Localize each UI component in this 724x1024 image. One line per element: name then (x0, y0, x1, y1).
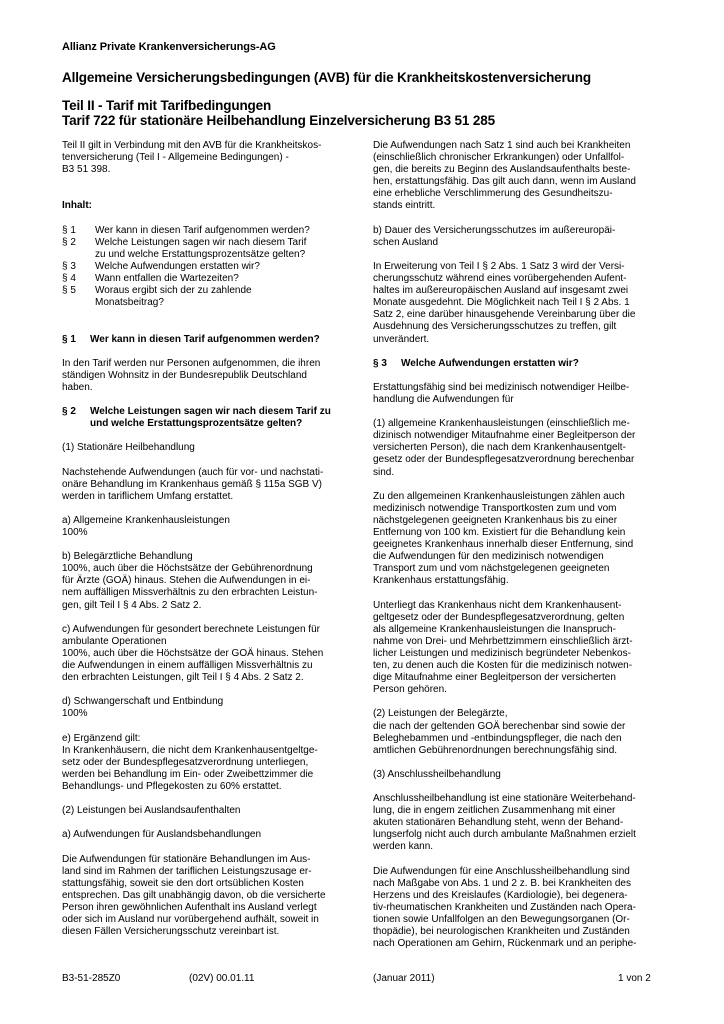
item-b: b) Belegärztliche Behandlung 100%, auch über die Höchstsätze der Gebührenordnung für Ärzte (GOÄ) hinaus. Stehen die Aufwendungen in ei- nem auffälligen Missverhältnis zu den erbrachten Leistun- gen, gilt Teil I § 4 Abs. 2 Satz 2. (62, 551, 318, 611)
toc-item-cont: zu und welche Erstattungsprozentsätze gelten? (95, 248, 306, 260)
paragraph: (1) allgemeine Krankenhausleistungen (einschließlich me- dizinisch notwendiger Mitaufnahme einer Begleitperson der versicherten Person), die nach dem Krankenhausentgelt- gesetz oder der Bundespflegesatzverordnung berechenbar sind. (373, 418, 636, 478)
toc-item: § 5 Woraus ergibt sich der zu zahlende (62, 285, 252, 297)
section-2-heading-cont: und welche Erstattungsprozentsätze gelten? (90, 418, 303, 430)
subtitle-tariff: Tarif 722 für stationäre Heilbehandlung Einzelversicherung B3 51 285 (62, 113, 495, 128)
toc-item: § 2 Welche Leistungen sagen wir nach diesem Tarif (62, 236, 307, 248)
paragraph-heading: a) Aufwendungen für Auslandsbehandlungen (62, 829, 262, 841)
toc-item: § 1 Wer kann in diesen Tarif aufgenommen werden? (62, 224, 310, 236)
paragraph-heading: (2) Leistungen bei Auslandsaufenthalten (62, 805, 241, 817)
text-line: tenversicherung (Teil I - Allgemeine Bedingungen) - (62, 152, 289, 164)
paragraph: Anschlussheilbehandlung ist eine stationäre Weiterbehand- lung, die in engem zeitlichen Zusammenhang mit einer akuten stationären Behandlung steht, wenn der Behand- lungserfolg nicht auch durch ambulante Maßnahmen erzielt werden kann. (373, 793, 636, 853)
paragraph: Erstattungsfähig sind bei medizinisch notwendiger Heilbe- handlung die Aufwendungen für (373, 381, 630, 405)
text-line: Teil II gilt in Verbindung mit den AVB für die Krankheitskos- (62, 140, 322, 151)
paragraph-heading: b) Dauer des Versicherungsschutzes im außereuropäi- schen Ausland (373, 224, 616, 248)
item-d: d) Schwangerschaft und Entbindung 100% (62, 696, 224, 720)
item-a: a) Allgemeine Krankenhausleistungen 100% (62, 514, 230, 538)
toc-heading: Inhalt: (62, 200, 92, 212)
footer-code: B3-51-285Z0 (62, 973, 121, 984)
paragraph: Zu den allgemeinen Krankenhausleistungen zählen auch medizinisch notwendige Transportkosten zum und vom nächstgelegenen geeigneten Krankenhaus bis zu einer Entfernung von 100 km. Existiert für die Behandlung kein geeignetes Krankenhaus innerhalb dieser Entfernung, sind die Aufwendungen für den medizinisch notwendigen Transport zum und vom nächstgelegenen geeigneten Krankenhaus erstattungsfähig. (373, 490, 634, 587)
section-3-heading: § 3 Welche Aufwendungen erstatten wir? (373, 357, 579, 369)
section-2-heading: § 2 Welche Leistungen sagen wir nach diesem Tarif zu (62, 406, 331, 418)
footer-version: (02V) 00.01.11 (189, 973, 255, 984)
left-column (62, 140, 356, 938)
section-1-heading: § 1 Wer kann in diesen Tarif aufgenommen werden? (62, 333, 320, 345)
toc-item: § 3 Welche Aufwendungen erstatten wir? (62, 260, 260, 272)
toc-item-cont: Monatsbeitrag? (95, 297, 164, 309)
right-column (373, 140, 667, 950)
item-c: c) Aufwendungen für gesondert berechnete Leistungen für ambulante Operationen 100%, auch über die Höchstsätze der GOÄ hinaus. Stehen die Aufwendungen in einem auffälligen Missverhältnis zu den erbrachten Leistungen, gilt Teil I § 4 Abs. 2 Satz 2. (62, 623, 324, 684)
paragraph: In Erweiterung von Teil I § 2 Abs. 1 Satz 3 wird der Versi- cherungsschutz während eines vorübergehenden Aufent- haltes im außereuropäischen Ausland auf insgesamt zwei Monate ausgedehnt. Die Möglichkeit nach Teil I § 2 Abs. 1 Satz 2, eine darüber hinausgehende Vereinbarung über die Ausdehnung des Versicherungsschutzes zu treffen, gilt unverändert. (373, 260, 636, 345)
intro-paragraph (62, 140, 356, 176)
item-e: e) Ergänzend gilt: In Krankenhäusern, die nicht dem Krankenhausentgeltge- setz oder der Bundespflegesatzverordnung unterliegen, werden bei Behandlung im Ein- oder Zweibettzimmer die Behandlungs- und Pflegekosten zu 60% erstattet. (62, 732, 318, 792)
toc-item: § 4 Wann entfallen die Wartezeiten? (62, 273, 239, 285)
paragraph: Die Aufwendungen für stationäre Behandlungen im Aus- land sind im Rahmen der tariflichen Leistungszusage er- stattungsfähig, soweit sie den dort ortsüblichen Kosten entsprechen. Das gilt unabhängig davon, ob die versicherte Person ihren gewöhnlichen Aufenthalt ins Ausland verlegt oder sich im Ausland nur vorübergehend aufhält, soweit in diesen Fällen Versicherungsschutz vereinbart ist. (62, 853, 326, 938)
table-of-contents (62, 225, 356, 310)
company-name: Allianz Private Krankenversicherungs-AG (62, 41, 276, 53)
paragraph: Nachstehende Aufwendungen (auch für vor- und nachstati- onäre Behandlung im Krankenhaus gemäß § 115a SGB V) werden in tariflichem Umfang erstattet. (62, 466, 324, 502)
paragraph: Die Aufwendungen nach Satz 1 sind auch bei Krankheiten (einschließlich chronischer Erkrankungen) oder Unfallfol- gen, die bereits zu Beginn des Auslandsaufenthalts beste- hen, erstattungsfähig. Das gilt auch dann, wenn im Ausland eine erhebliche Verschlimmerung des Gesundheitszu- stands eintritt. (373, 140, 636, 212)
section-1-text: In den Tarif werden nur Personen aufgenommen, die ihren ständigen Wohnsitz in der Bundesrepublik Deutschland haben. (62, 357, 321, 393)
paragraph: Die Aufwendungen für eine Anschlussheilbehandlung sind nach Maßgabe von Abs. 1 und 2 z. B. bei Krankheiten des Herzens und des Kreislaufes (Kardiologie), bei degenera- tiv-rheumatischen Krankheiten und Zuständen nach Opera- tionen sowie Unfallfolgen an den Bewegungsorganen (Or- thopädie), bei neurologischen Krankheiten und Zuständen nach Operationen am Gehirn, Rückenmark und an periphe- (373, 865, 637, 950)
paragraph: (2) Leistungen der Belegärzte, die nach der geltenden GOÄ berechenbar sind sowie der Beleghebammen und -entbindungspfleger, die nach den amtlichen Gebührenordnungen berechnungsfähig sind. (373, 708, 626, 756)
subtitle-part: Teil II - Tarif mit Tarifbedingungen (62, 98, 272, 113)
paragraph: Unterliegt das Krankenhaus nicht dem Krankenhausent- geltgesetz oder der Bundespflegesatzverordnung, gelten als allgemeine Krankenhausleistungen die Inanspruch- nahme von Drei- und Mehrbettzimmern einschließlich ärzt- licher Leistungen und medizinisch begründeter Nebenkos- ten, zu denen auch die Kosten für die medizinisch notwen- dige Mitaufnahme einer Begleitperson der versicherten Person gehören. (373, 599, 633, 696)
paragraph-heading: (3) Anschlussheilbehandlung (373, 768, 501, 780)
document-title: Allgemeine Versicherungsbedingungen (AVB) für die Krankheitskostenversicherung (62, 70, 591, 85)
text-line: B3 51 398. (62, 164, 111, 176)
footer-date: (Januar 2011) (373, 973, 435, 984)
footer-page-number: 1 von 2 (618, 973, 651, 984)
paragraph-heading: (1) Stationäre Heilbehandlung (62, 442, 195, 454)
